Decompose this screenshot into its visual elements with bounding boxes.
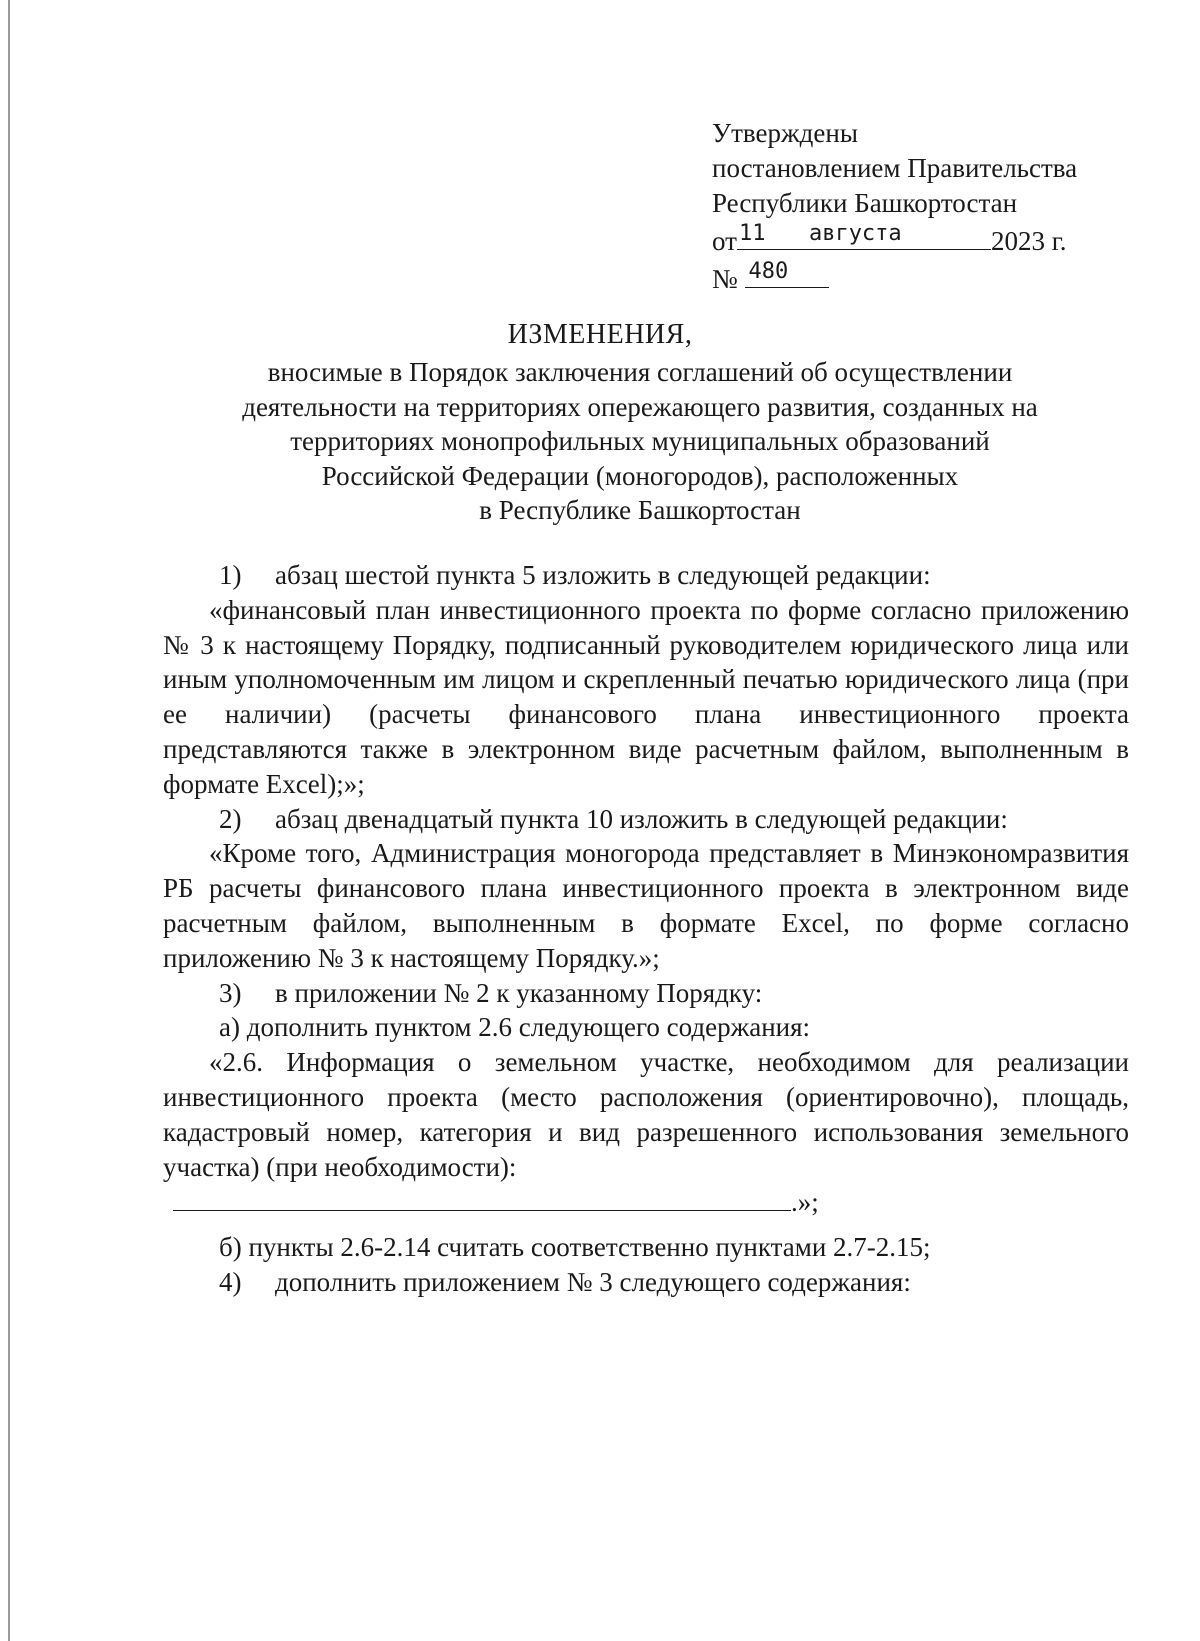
item-text: абзац шестой пункта 5 изложить в следующей редакции: [275, 560, 931, 590]
list-item-2 [163, 802, 1129, 837]
list-item-3 [163, 976, 1129, 1011]
subtitle-line: Российской Федерации (моногородов), расположенных [321, 460, 959, 491]
list-item-4 [163, 1265, 1129, 1300]
quote-paragraph-3: «2.6. Информация о земельном участке, необходимом для реализации инвестиционного проекта (место расположения (ориентировочно), площадь, кадастровый номер, категория и вид разрешенного использования земельного участка) (при необходимости): [163, 1047, 1129, 1182]
date-prefix: от [712, 226, 737, 256]
document-subtitle [160, 355, 1120, 528]
number-prefix: № [712, 264, 738, 294]
blank-line-end: .»; [791, 1187, 819, 1218]
approval-number-line [712, 259, 1077, 297]
sub-item-b: б) пункты 2.6-2.14 считать соответственно пунктами 2.7-2.15; [219, 1232, 931, 1263]
blank-underline [173, 1184, 791, 1211]
subtitle-line: в Республике Башкортостан [479, 495, 801, 525]
approval-line-1: Утверждены [712, 118, 858, 148]
subtitle-line: территориях монопрофильных муниципальных образований [290, 426, 990, 456]
document-title: ИЗМЕНЕНИЯ, [507, 319, 693, 350]
item-text: в приложении № 2 к указанному Порядку: [275, 977, 763, 1008]
item-text: абзац двенадцатый пункта 10 изложить в следующей редакции: [275, 803, 1008, 834]
scan-edge-line [8, 0, 10, 1641]
date-fill-field [737, 221, 991, 250]
spacer [163, 1220, 1129, 1230]
item-text: дополнить приложением № 3 следующего содержания: [275, 1266, 911, 1297]
item-number: 3) [219, 977, 242, 1008]
item-number: 4) [219, 1266, 242, 1297]
date-year: 2023 г. [990, 226, 1067, 256]
date-day: 11 [738, 221, 766, 246]
approval-line-3: Республики Башкортостан [712, 188, 1018, 218]
sub-item-a: а) дополнить пунктом 2.6 следующего содержания: [219, 1012, 811, 1043]
item-number: 1) [219, 560, 242, 590]
item-number: 2) [219, 803, 242, 834]
quote-paragraph-1: «финансовый план инвестиционного проекта по форме согласно приложению № 3 к настоящему Порядку, подписанный руководителем юридического лица или иным уполномоченным им лицом и скрепленный печатью юридического лица (при ее наличии) (расчеты финансового плана инвестиционного проекта представляются также в электронном виде расчетным файлом, выполненным в формате Excel);»; [163, 594, 1129, 799]
number-value: 480 [748, 259, 789, 284]
document-body [163, 558, 1129, 1300]
subtitle-line: вносимые в Порядок заключения соглашений об осуществлении [267, 357, 1013, 387]
quote-paragraph-2: «Кроме того, Администрация моногорода представляет в Минэкономразвития РБ расчеты финансового плана инвестиционного проекта в электронном виде расчетным файлом, выполненным в формате Excel, по форме согласно приложению № 3 к настоящему Порядку.»; [163, 838, 1129, 973]
number-fill-field [745, 259, 829, 288]
date-month: августа [808, 221, 902, 246]
approval-block [712, 116, 1077, 297]
subtitle-line: деятельности на территориях опережающего развития, созданных на [242, 391, 1038, 422]
list-item-1 [163, 558, 1129, 593]
blank-fill-line [163, 1184, 1129, 1220]
approval-line-2: постановлением Правительства [712, 153, 1078, 183]
